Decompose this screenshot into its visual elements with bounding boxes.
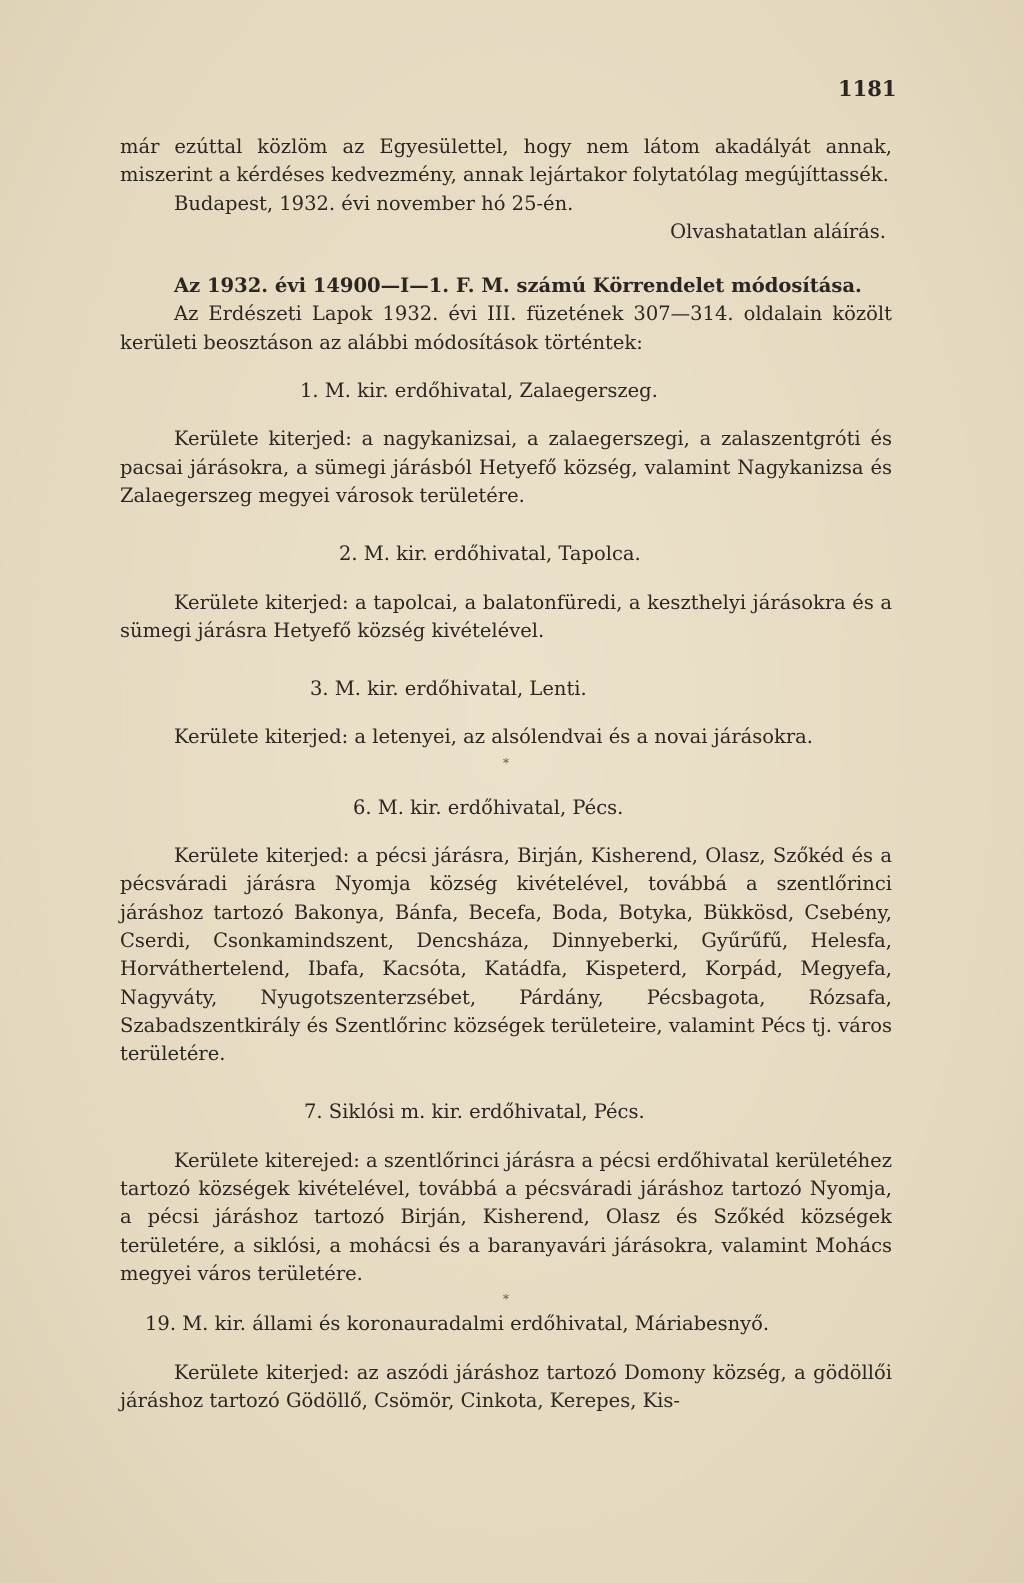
office-text: Kerülete kiterjed: a pécsi járásra, Birján, Kisherend, Olasz, Szőkéd és a pécsváradi járásra Nyomja község kivételével, továbbá a szentlőrinci járáshoz tartozó Bakonya, Bánfa, Becefa, Boda, Botyka, Bükkösd, Csebény, Cserdi, Csonkamindszent, Dencsháza, Dinnyeberki, Gyűrűfű, Helesfa, Horváthertelend, Ibafa, Kacsóta, Katádfa, Kispeterd, Korpád, Megyefa, Nagyváty, Nyugotszenterzsébet, Párdány, Pécsbagota, Rózsafa, Szabadszentkirály és Szentlőrinc községek területeire, valamint Pécs tj. város területére. [120, 844, 892, 1066]
office-text: Kerülete kiterjed: a nagykanizsai, a zalaegerszegi, a zalaszentgróti és pacsai járásokra, a sümegi járásból Hetyefő község, valamint Nagykanizsa és Zalaegerszeg megyei városok területére. [120, 427, 892, 507]
office-heading: 2. M. kir. erdőhivatal, Tapolca. [339, 542, 641, 566]
office-heading: 19. M. kir. állami és koronauradalmi erdőhivatal, Máriabesnyő. [145, 1312, 770, 1336]
intro-paragraph: már ezúttal közlöm az Egyesülettel, hogy nem látom akadályát annak, miszerint a kérdéses kedvezmény, annak lejártakor folytatólag megújíttassék. [120, 135, 892, 187]
date-line: Budapest, 1932. évi november hó 25-én. [174, 191, 574, 215]
section-separator: * [503, 1292, 509, 1307]
office-heading: 3. M. kir. erdőhivatal, Lenti. [310, 677, 587, 701]
signature-line: Olvashatatlan aláírás. [670, 219, 886, 243]
page-number: 1181 [838, 76, 897, 101]
section-separator: * [503, 755, 509, 770]
office-text: Kerülete kiterejed: a szentlőrinci járásra a pécsi erdőhivatal kerületéhez tartozó községek kivételével, továbbá a pécsváradi járáshoz tartozó Nyomja, a pécsi járáshoz tartozó Birján, Kisherend, Olasz és Szőkéd községek területére, a siklósi, a mohácsi és a baranyavári járásokra, valamint Mohács megyei város területére. [120, 1148, 892, 1285]
office-heading: 7. Siklósi m. kir. erdőhivatal, Pécs. [304, 1100, 645, 1124]
page-body [120, 133, 892, 1415]
office-heading: 6. M. kir. erdőhivatal, Pécs. [353, 795, 624, 819]
section-title: Az 1932. évi 14900—I—1. F. M. számú Körrendelet módosítása. [174, 274, 862, 298]
office-heading: 1. M. kir. erdőhivatal, Zalaegerszeg. [300, 379, 658, 403]
office-text: Kerülete kiterjed: a letenyei, az alsólendvai és a novai járásokra. [174, 725, 814, 749]
office-text: Kerülete kiterjed: a tapolcai, a balatonfüredi, a keszthelyi járásokra és a sümegi járásra Hetyefő község kivételével. [120, 590, 892, 642]
section-intro: Az Erdészeti Lapok 1932. évi III. füzetének 307—314. oldalain közölt kerületi beosztáson az alábbi módosítások történtek: [120, 302, 892, 354]
office-text: Kerülete kiterjed: az aszódi járáshoz tartozó Domony község, a gödöllői járáshoz tartozó Gödöllő, Csömör, Cinkota, Kerepes, Kis- [120, 1360, 892, 1412]
